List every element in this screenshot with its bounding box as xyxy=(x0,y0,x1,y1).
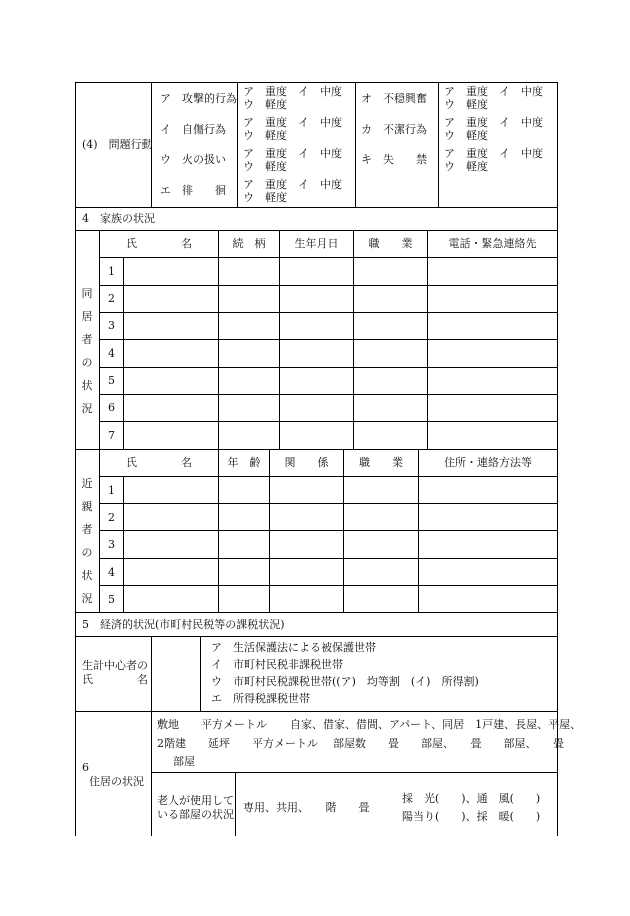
severity-scale: ア 重度 イ 中度 xyxy=(243,178,342,191)
severity-scale: ウ 軽度 xyxy=(444,98,488,111)
housing-label: 住居の状況 xyxy=(89,775,144,788)
elder-room-label: いる部屋の状況 xyxy=(157,808,234,821)
behavior-item: カ 不潔行為 xyxy=(361,123,427,136)
family-heading: 4 家族の状況 xyxy=(82,212,155,225)
row-number: 1 xyxy=(108,484,115,497)
cohabiting-header-occupation: 職 業 xyxy=(368,237,413,250)
row-number: 5 xyxy=(108,593,115,606)
row-number: 7 xyxy=(108,429,115,442)
behavior-item: イ 自傷行為 xyxy=(160,123,226,136)
row-number: 5 xyxy=(108,374,115,387)
floor-area: 2階建 延坪 平方メートル xyxy=(157,737,318,750)
behavior-item: キ 失 禁 xyxy=(361,153,427,166)
severity-scale: ウ 軽度 xyxy=(243,98,287,111)
room-conditions: 陽当り( )、採 暖( ) xyxy=(402,810,541,823)
cohabiting-header-name: 氏 名 xyxy=(126,237,192,250)
severity-scale: ウ 軽度 xyxy=(444,129,488,142)
row-number: 2 xyxy=(108,511,115,524)
row-number: 3 xyxy=(108,319,115,332)
tax-status-option: イ 市町村民税非課税世帯 xyxy=(211,658,343,671)
row-number: 1 xyxy=(108,265,115,278)
cohabiting-label: 同 居 者 の 状 況 xyxy=(81,287,93,415)
relatives-header-address: 住所・連絡方法等 xyxy=(444,456,532,469)
behavior-item: オ 不穏興奮 xyxy=(361,92,427,105)
elder-room-label: 老人が使用して xyxy=(157,794,234,807)
relatives-header-name: 氏 名 xyxy=(126,456,192,469)
severity-scale: ア 重度 イ 中度 xyxy=(444,85,543,98)
row-number: 4 xyxy=(108,347,115,360)
row-number: 3 xyxy=(108,538,115,551)
rooms-suffix: 部屋 xyxy=(173,755,195,768)
behavior-item: エ 徘 徊 xyxy=(160,184,226,197)
row-number: 6 xyxy=(108,401,115,414)
behavior-item: ア 攻撃的行為 xyxy=(160,92,237,105)
tax-status-option: エ 所得税課税世帯 xyxy=(211,692,310,705)
tax-status-option: ウ 市町村民税課税世帯((ア) 均等割 (イ) 所得割) xyxy=(211,675,479,688)
severity-scale: ア 重度 イ 中度 xyxy=(444,116,543,129)
economic-heading: 5 経済的状況(市町村民税等の課税状況) xyxy=(82,618,285,631)
row-number: 2 xyxy=(108,292,115,305)
room-usage: 専用、共用、 階 畳 xyxy=(243,801,370,814)
rooms-count: 部屋数 畳 部屋、 畳 部屋、 畳 xyxy=(333,737,564,750)
breadwinner-label: 氏 名 xyxy=(82,673,148,686)
relatives-header-age: 年 齢 xyxy=(227,456,261,469)
severity-scale: ア 重度 イ 中度 xyxy=(243,85,342,98)
problem-behavior-label: (4) 問題行動 xyxy=(82,138,153,151)
relatives-header-relation: 関 係 xyxy=(284,456,329,469)
breadwinner-label: 生計中心者の xyxy=(82,659,148,672)
behavior-item: ウ 火の扱い xyxy=(160,153,226,166)
site-area: 敷地 平方メートル xyxy=(157,718,267,731)
dwelling-type: 自家、借家、借間、アパート、同居 1戸建、長屋、平屋、 xyxy=(290,718,582,731)
room-conditions: 採 光( )、通 風( ) xyxy=(402,792,541,805)
severity-scale: ア 重度 イ 中度 xyxy=(444,147,543,160)
cohabiting-header-relation: 続 柄 xyxy=(232,237,266,250)
housing-number: 6 xyxy=(82,761,89,774)
severity-scale: ウ 軽度 xyxy=(243,129,287,142)
tax-status-option: ア 生活保護法による被保護世帯 xyxy=(211,641,376,654)
severity-scale: ア 重度 イ 中度 xyxy=(243,116,342,129)
cohabiting-header-birthdate: 生年月日 xyxy=(294,237,339,250)
severity-scale: ウ 軽度 xyxy=(243,160,287,173)
severity-scale: ウ 軽度 xyxy=(243,191,287,204)
severity-scale: ア 重度 イ 中度 xyxy=(243,147,342,160)
cohabiting-header-contact: 電話・緊急連絡先 xyxy=(448,237,537,250)
severity-scale: ウ 軽度 xyxy=(444,160,488,173)
relatives-header-occupation: 職 業 xyxy=(359,456,403,469)
relatives-label: 近 親 者 の 状 況 xyxy=(81,477,93,605)
row-number: 4 xyxy=(108,566,115,579)
